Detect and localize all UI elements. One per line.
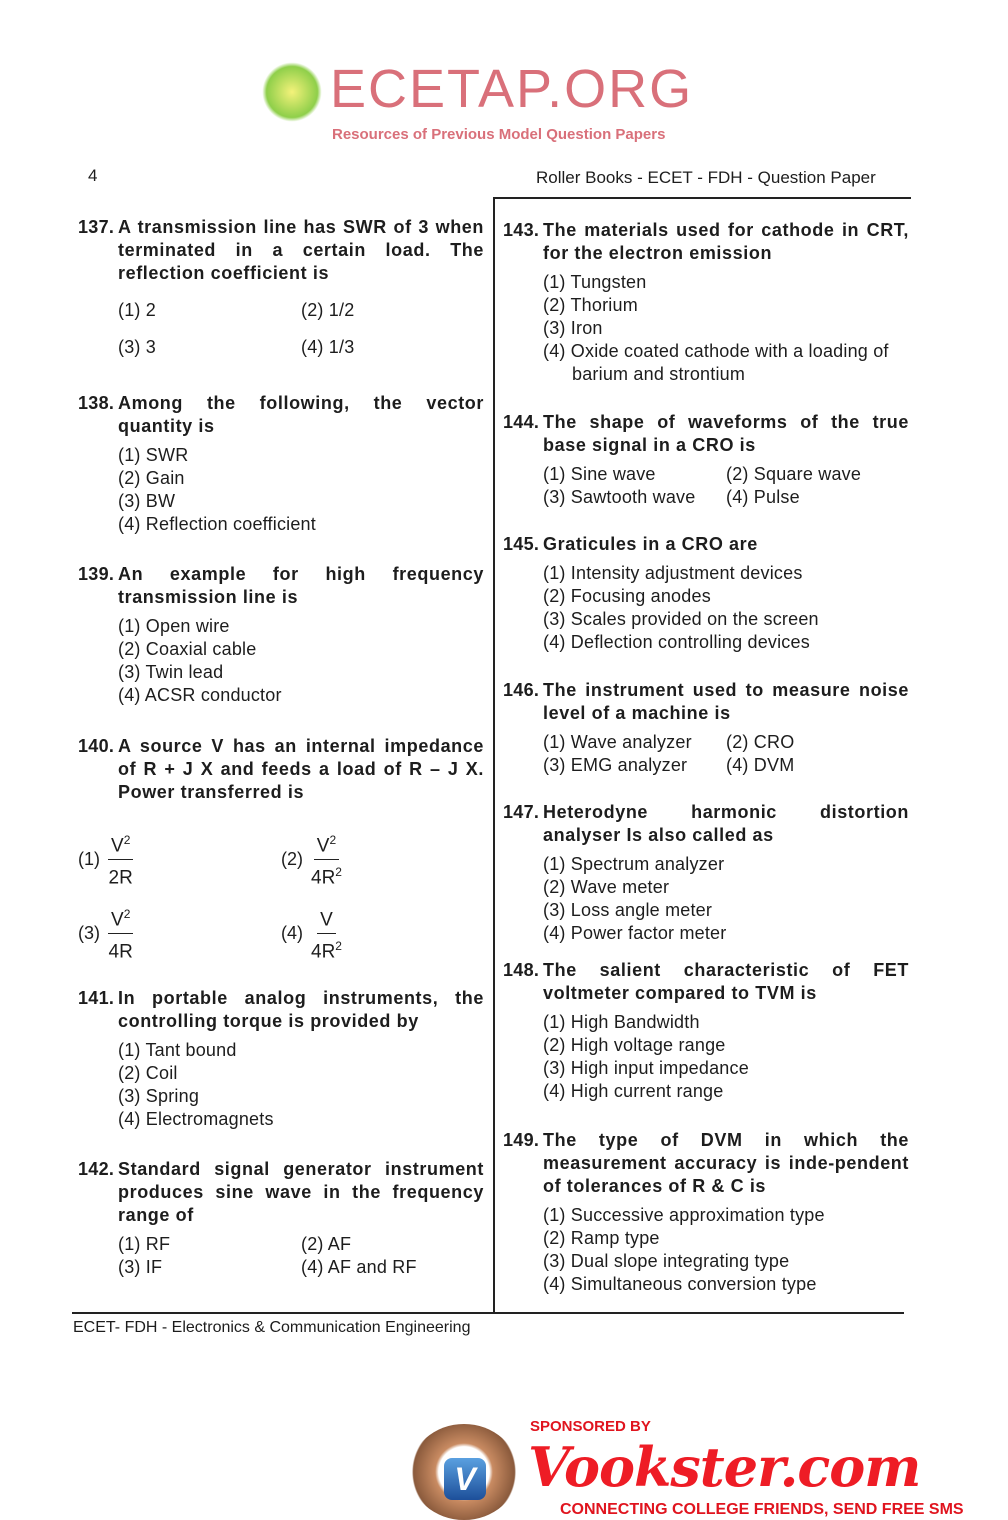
question-number: 146. [503,680,540,700]
question-139 [78,563,484,707]
answer-option[interactable]: (2) CRO [726,732,795,752]
question-number: 142. [78,1159,115,1179]
answer-option[interactable]: (4) AF and RF [301,1257,417,1277]
answer-option[interactable]: (4) Simultaneous conversion type [543,1274,817,1294]
question-stem: Standard signal generator instrument produces sine wave in the frequency range of [118,1159,484,1225]
answer-option[interactable]: (3) Iron [543,318,603,338]
fraction [108,828,133,890]
sponsor-brand: Vookster.com [528,1435,921,1499]
answer-option[interactable] [78,824,281,894]
question-138 [78,392,484,536]
sponsor-banner[interactable] [410,1418,1008,1520]
fraction-numerator [314,828,339,859]
option-list [543,1204,909,1296]
hands-logo-icon [410,1424,518,1520]
answer-option[interactable]: (1) RF [118,1234,171,1254]
answer-option[interactable]: (2) Gain [118,468,185,488]
answer-option[interactable]: (4) Power factor meter [543,923,727,943]
question-number: 140. [78,736,115,756]
answer-option[interactable]: (4) Pulse [726,487,800,507]
question-stem: An example for high frequency transmission line is [118,564,484,607]
numerator-base: V [320,909,333,931]
option-label: (4) [281,922,303,943]
answer-option[interactable]: (2) Square wave [726,464,862,484]
question-stem: The materials used for cathode in CRT, for the electron emission [543,220,909,263]
numerator-exponent: 2 [123,907,131,922]
option-label: (3) [78,922,100,943]
fraction [108,902,133,964]
answer-option[interactable]: (1) 2 [118,300,157,320]
question-stem: Heterodyne harmonic distortion analyser Is also called as [543,802,909,845]
footer-rule [72,1312,904,1314]
fraction-denominator [109,860,133,890]
option-label: (1) [78,848,100,869]
answer-option[interactable]: (2) Ramp type [543,1228,660,1248]
page-header-title: Roller Books - ECET - FDH - Question Paper [536,168,876,187]
answer-option[interactable]: (2) Coil [118,1063,178,1083]
question-146 [503,679,909,777]
fraction-numerator [108,902,133,933]
fraction-numerator [108,828,133,859]
option-grid [543,463,909,509]
answer-option[interactable]: (2) 1/2 [301,300,355,320]
answer-option[interactable]: (3) IF [118,1257,163,1277]
question-148 [503,959,909,1103]
answer-option[interactable]: (3) Spring [118,1086,200,1106]
answer-option[interactable]: (2) High voltage range [543,1035,726,1055]
answer-option[interactable]: (3) High input impedance [543,1058,749,1078]
denominator-exponent: 2 [335,864,342,879]
answer-option[interactable]: (2) Coaxial cable [118,639,257,659]
question-stem: The shape of waveforms of the true base signal in a CRO is [543,412,909,455]
question-stem: The salient characteristic of FET voltmeter compared to TVM is [543,960,909,1003]
question-number: 149. [503,1130,540,1150]
option-label: (2) [281,848,303,869]
answer-option[interactable]: (1) Open wire [118,616,230,636]
answer-option[interactable]: (2) Focusing anodes [543,586,711,606]
question-number: 141. [78,988,115,1008]
watermark-subtitle: Resources of Previous Model Question Papers [332,126,666,143]
fraction-numerator [317,902,336,933]
answer-option[interactable]: (4) 1/3 [301,337,355,357]
answer-option[interactable]: (1) Spectrum analyzer [543,854,725,874]
question-number: 137. [78,217,115,237]
answer-option[interactable]: (4) Deflection controlling devices [543,632,810,652]
denominator-base: 4R [311,940,336,962]
vookster-logo-icon: V [444,1458,486,1500]
option-list [118,615,484,707]
numerator-exponent: 2 [329,833,337,848]
answer-option[interactable] [78,898,281,968]
fraction-denominator [311,934,342,964]
answer-option[interactable]: (3) Loss angle meter [543,900,713,920]
question-number: 147. [503,802,540,822]
option-grid [543,731,909,777]
answer-option[interactable]: (2) Thorium [543,295,638,315]
option-list [118,1039,484,1131]
answer-option[interactable]: (1) Tungsten [543,272,647,292]
question-number: 138. [78,393,115,413]
question-number: 143. [503,220,540,240]
option-list [543,1011,909,1103]
question-140 [78,735,484,968]
answer-option[interactable]: (4) Reflection coefficient [118,514,316,534]
header-rule [494,197,911,199]
question-144 [503,411,909,509]
page-number: 4 [88,166,98,185]
answer-option[interactable]: (4) Electromagnets [118,1109,274,1129]
answer-option[interactable]: (3) Scales provided on the screen [543,609,819,629]
option-list [543,853,909,945]
denominator-base: 4R [311,866,336,888]
answer-option[interactable]: (2) Wave meter [543,877,670,897]
answer-option[interactable]: (1) Sine wave [543,464,656,484]
denominator-base: 4R [108,940,133,962]
answer-option[interactable]: (1) SWR [118,445,189,465]
numerator-base: V [111,835,124,857]
question-stem: The type of DVM in which the measurement accuracy is inde-pendent of tolerances of R & C is [543,1130,909,1196]
question-number: 148. [503,960,540,980]
answer-option[interactable] [281,898,484,968]
answer-option[interactable]: (3) Dual slope integrating type [543,1251,790,1271]
answer-option[interactable]: (4) DVM [726,755,795,775]
answer-option[interactable]: (4) High current range [543,1081,724,1101]
answer-option[interactable]: (4) ACSR conductor [118,685,282,705]
fraction-denominator [109,934,133,964]
answer-option[interactable]: (3) Sawtooth wave [543,487,696,507]
question-stem: In portable analog instruments, the controlling torque is provided by [118,988,484,1031]
watermark-logo-icon [262,62,322,122]
answer-option[interactable]: (1) Successive approximation type [543,1205,825,1225]
option-grid [118,1233,484,1279]
option-list [543,562,909,654]
question-145 [503,533,909,654]
answer-option[interactable]: (3) EMG analyzer [543,755,688,775]
question-137 [78,216,484,359]
denominator-exponent: 2 [335,938,342,953]
answer-option[interactable]: (1) Wave analyzer [543,732,692,752]
question-147 [503,801,909,945]
answer-option[interactable]: (4) Oxide coated cathode with a loading of barium and strontium [543,341,889,384]
sponsor-label: SPONSORED BY [530,1418,651,1435]
option-grid [78,824,484,968]
question-stem: Among the following, the vector quantity is [118,393,484,436]
option-grid [118,299,484,359]
page-footer: ECET- FDH - Electronics & Communication Engineering [73,1319,471,1336]
answer-option[interactable] [281,824,484,894]
watermark-title: ECETAP.ORG [330,59,694,119]
question-number: 139. [78,564,115,584]
column-divider [493,197,495,1313]
question-143 [503,219,909,386]
answer-option[interactable]: (2) AF [301,1234,352,1254]
question-stem: Graticules in a CRO are [543,534,758,554]
answer-option[interactable]: (1) Intensity adjustment devices [543,563,803,583]
answer-option[interactable]: (3) Twin lead [118,662,224,682]
numerator-base: V [111,909,124,931]
answer-option[interactable]: (1) Tant bound [118,1040,237,1060]
answer-option[interactable]: (3) BW [118,491,176,511]
answer-option[interactable]: (3) 3 [118,337,157,357]
question-149 [503,1129,909,1296]
question-stem: A source V has an internal impedance of R + J X and feeds a load of R – J X. Power transferred is [118,736,484,802]
question-stem: A transmission line has SWR of 3 when terminated in a certain load. The reflection coefficient is [118,217,484,283]
question-142 [78,1158,484,1279]
question-number: 145. [503,534,540,554]
answer-option[interactable]: (1) High Bandwidth [543,1012,700,1032]
question-stem: The instrument used to measure noise level of a machine is [543,680,909,723]
fraction [311,828,342,890]
question-number: 144. [503,412,540,432]
denominator-base: 2R [108,866,133,888]
question-141 [78,987,484,1131]
numerator-exponent: 2 [123,833,131,848]
numerator-base: V [316,835,330,857]
fraction [311,902,342,964]
option-list [543,271,909,386]
option-list [118,444,484,536]
sponsor-tagline: CONNECTING COLLEGE FRIENDS, SEND FREE SMS [560,1501,964,1518]
fraction-denominator [311,860,342,890]
